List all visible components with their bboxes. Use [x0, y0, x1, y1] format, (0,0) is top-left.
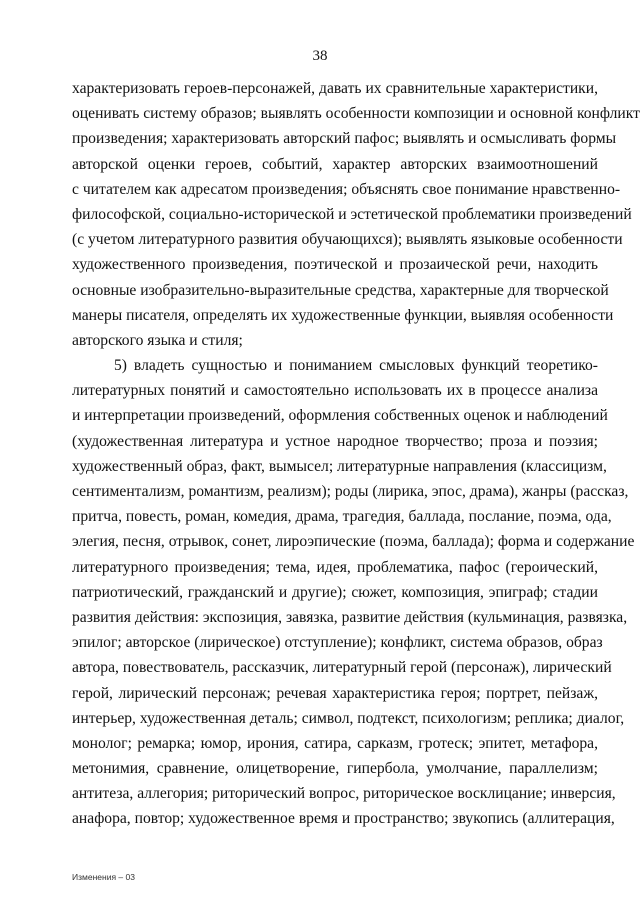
- paragraph-2: [72, 353, 635, 832]
- paragraph-1: [72, 76, 640, 353]
- text-line: (художественная литература и устное народное творчество; проза и поэзия;: [72, 432, 598, 450]
- text-line: притча, повесть, роман, комедия, драма, трагедия, баллада, послание, поэма, ода,: [72, 508, 612, 526]
- text-line: философской, социально-исторической и эстетической проблематики произведений: [72, 205, 632, 223]
- text-line: интерьер, художественная деталь; символ, подтекст, психологизм; реплика; диалог,: [72, 709, 625, 727]
- text-line: развития действия: экспозиция, завязка, развитие действия (кульминация, развязка,: [72, 608, 628, 626]
- body-text: [72, 76, 640, 832]
- text-line: монолог; ремарка; юмор, ирония, сатира, сарказм, гротеск; эпитет, метафора,: [72, 734, 598, 752]
- revision-footer: Изменения – 03: [72, 872, 135, 882]
- text-line: авторской оценки героев, событий, характер авторских взаимоотношений: [72, 155, 598, 173]
- text-line: (с учетом литературного развития обучающихся); выявлять языковые особенности: [72, 231, 623, 249]
- text-line: художественный образ, факт, вымысел; литературные направления (классицизм,: [72, 457, 607, 475]
- text-line: произведения; характеризовать авторский пафос; выявлять и осмысливать формы: [72, 130, 617, 148]
- text-line: оценивать систему образов; выявлять особенности композиции и основной конфликт: [72, 105, 640, 123]
- text-line: анафора, повтор; художественное время и пространство; звукопись (аллитерация,: [72, 810, 615, 828]
- text-line: 5) владеть сущностью и пониманием смысловых функций теоретико-: [114, 357, 598, 375]
- text-line: антитеза, аллегория; риторический вопрос, риторическое восклицание; инверсия,: [72, 785, 616, 803]
- text-line: манеры писателя, определять их художественные функции, выявляя особенности: [72, 306, 614, 324]
- text-line: художественного произведения, поэтической и прозаической речи, находить: [72, 256, 598, 274]
- text-line: авторского языка и стиля;: [72, 331, 243, 349]
- text-line: автора, повествователь, рассказчик, литературный герой (персонаж), лирический: [72, 659, 612, 677]
- text-line: герой, лирический персонаж; речевая характеристика героя; портрет, пейзаж,: [72, 684, 598, 702]
- text-line: эпилог; авторское (лирическое) отступление); конфликт, система образов, образ: [72, 634, 603, 652]
- text-line: характеризовать героев-персонажей, давать их сравнительные характеристики,: [72, 80, 598, 97]
- text-line: метонимия, сравнение, олицетворение, гипербола, умолчание, параллелизм;: [72, 760, 598, 778]
- text-line: элегия, песня, отрывок, сонет, лироэпические (поэма, баллада); форма и содержание: [72, 533, 635, 551]
- text-line: с читателем как адресатом произведения; объяснять свое понимание нравственно-: [72, 180, 621, 198]
- text-line: литературных понятий и самостоятельно использовать их в процессе анализа: [72, 382, 598, 400]
- page-number: 38: [312, 48, 328, 64]
- text-line: основные изобразительно-выразительные средства, характерные для творческой: [72, 281, 609, 299]
- text-line: патриотический, гражданский и другие); сюжет, композиция, эпиграф; стадии: [72, 583, 598, 601]
- text-line: и интерпретации произведений, оформления собственных оценок и наблюдений: [72, 407, 608, 425]
- text-line: сентиментализм, романтизм, реализм); роды (лирика, эпос, драма), жанры (рассказ,: [72, 483, 629, 500]
- text-line: литературного произведения; тема, идея, проблематика, пафос (героический,: [72, 558, 598, 576]
